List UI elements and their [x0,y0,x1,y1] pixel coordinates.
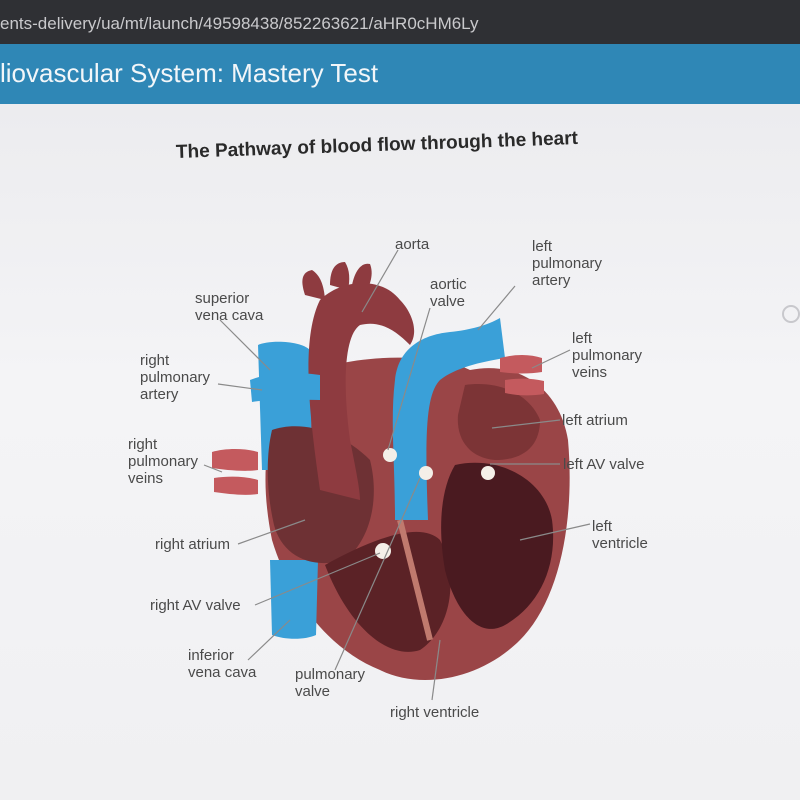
right-av-valve-marker [375,543,391,559]
label-right-av-valve: right AV valve [150,597,241,614]
right-pulmonary-veins [212,449,258,495]
label-left-pulmonary-artery: left pulmonary artery [532,238,603,289]
aorta-branch-2 [330,262,349,290]
figure-title: The Pathway of blood flow through the heart [175,127,579,163]
label-inferior-vena-cava: inferior vena cava [188,647,257,681]
label-right-ventricle: right ventricle [390,704,480,721]
side-circle-icon[interactable] [782,305,800,323]
label-aorta: aorta [395,236,430,253]
label-pulmonary-valve: pulmonary valve [295,666,366,700]
page-title: liovascular System: Mastery Test [0,58,379,88]
pulmonary-valve-marker [419,466,433,480]
label-right-pulmonary-artery: right pulmonary artery [140,352,211,403]
label-right-pulmonary-veins: right pulmonary veins [128,436,199,487]
label-left-pulmonary-veins: left pulmonary veins [572,330,643,381]
label-superior-vena-cava: superior vena cava [195,290,264,324]
aortic-valve-marker [383,448,397,462]
label-left-ventricle: left ventricle [592,518,648,552]
left-av-valve-marker [481,466,495,480]
label-left-av-valve: left AV valve [563,456,645,473]
url-text: ents-delivery/ua/mt/launch/49598438/852263621/aHR0cHM6Ly [0,14,479,33]
label-left-atrium: left atrium [562,412,628,429]
right-pulmonary-artery [250,373,320,402]
label-aortic-valve: aortic valve [430,276,467,310]
label-right-atrium: right atrium [155,536,231,553]
inferior-vena-cava [270,560,318,639]
aorta-branch-1 [302,270,325,300]
